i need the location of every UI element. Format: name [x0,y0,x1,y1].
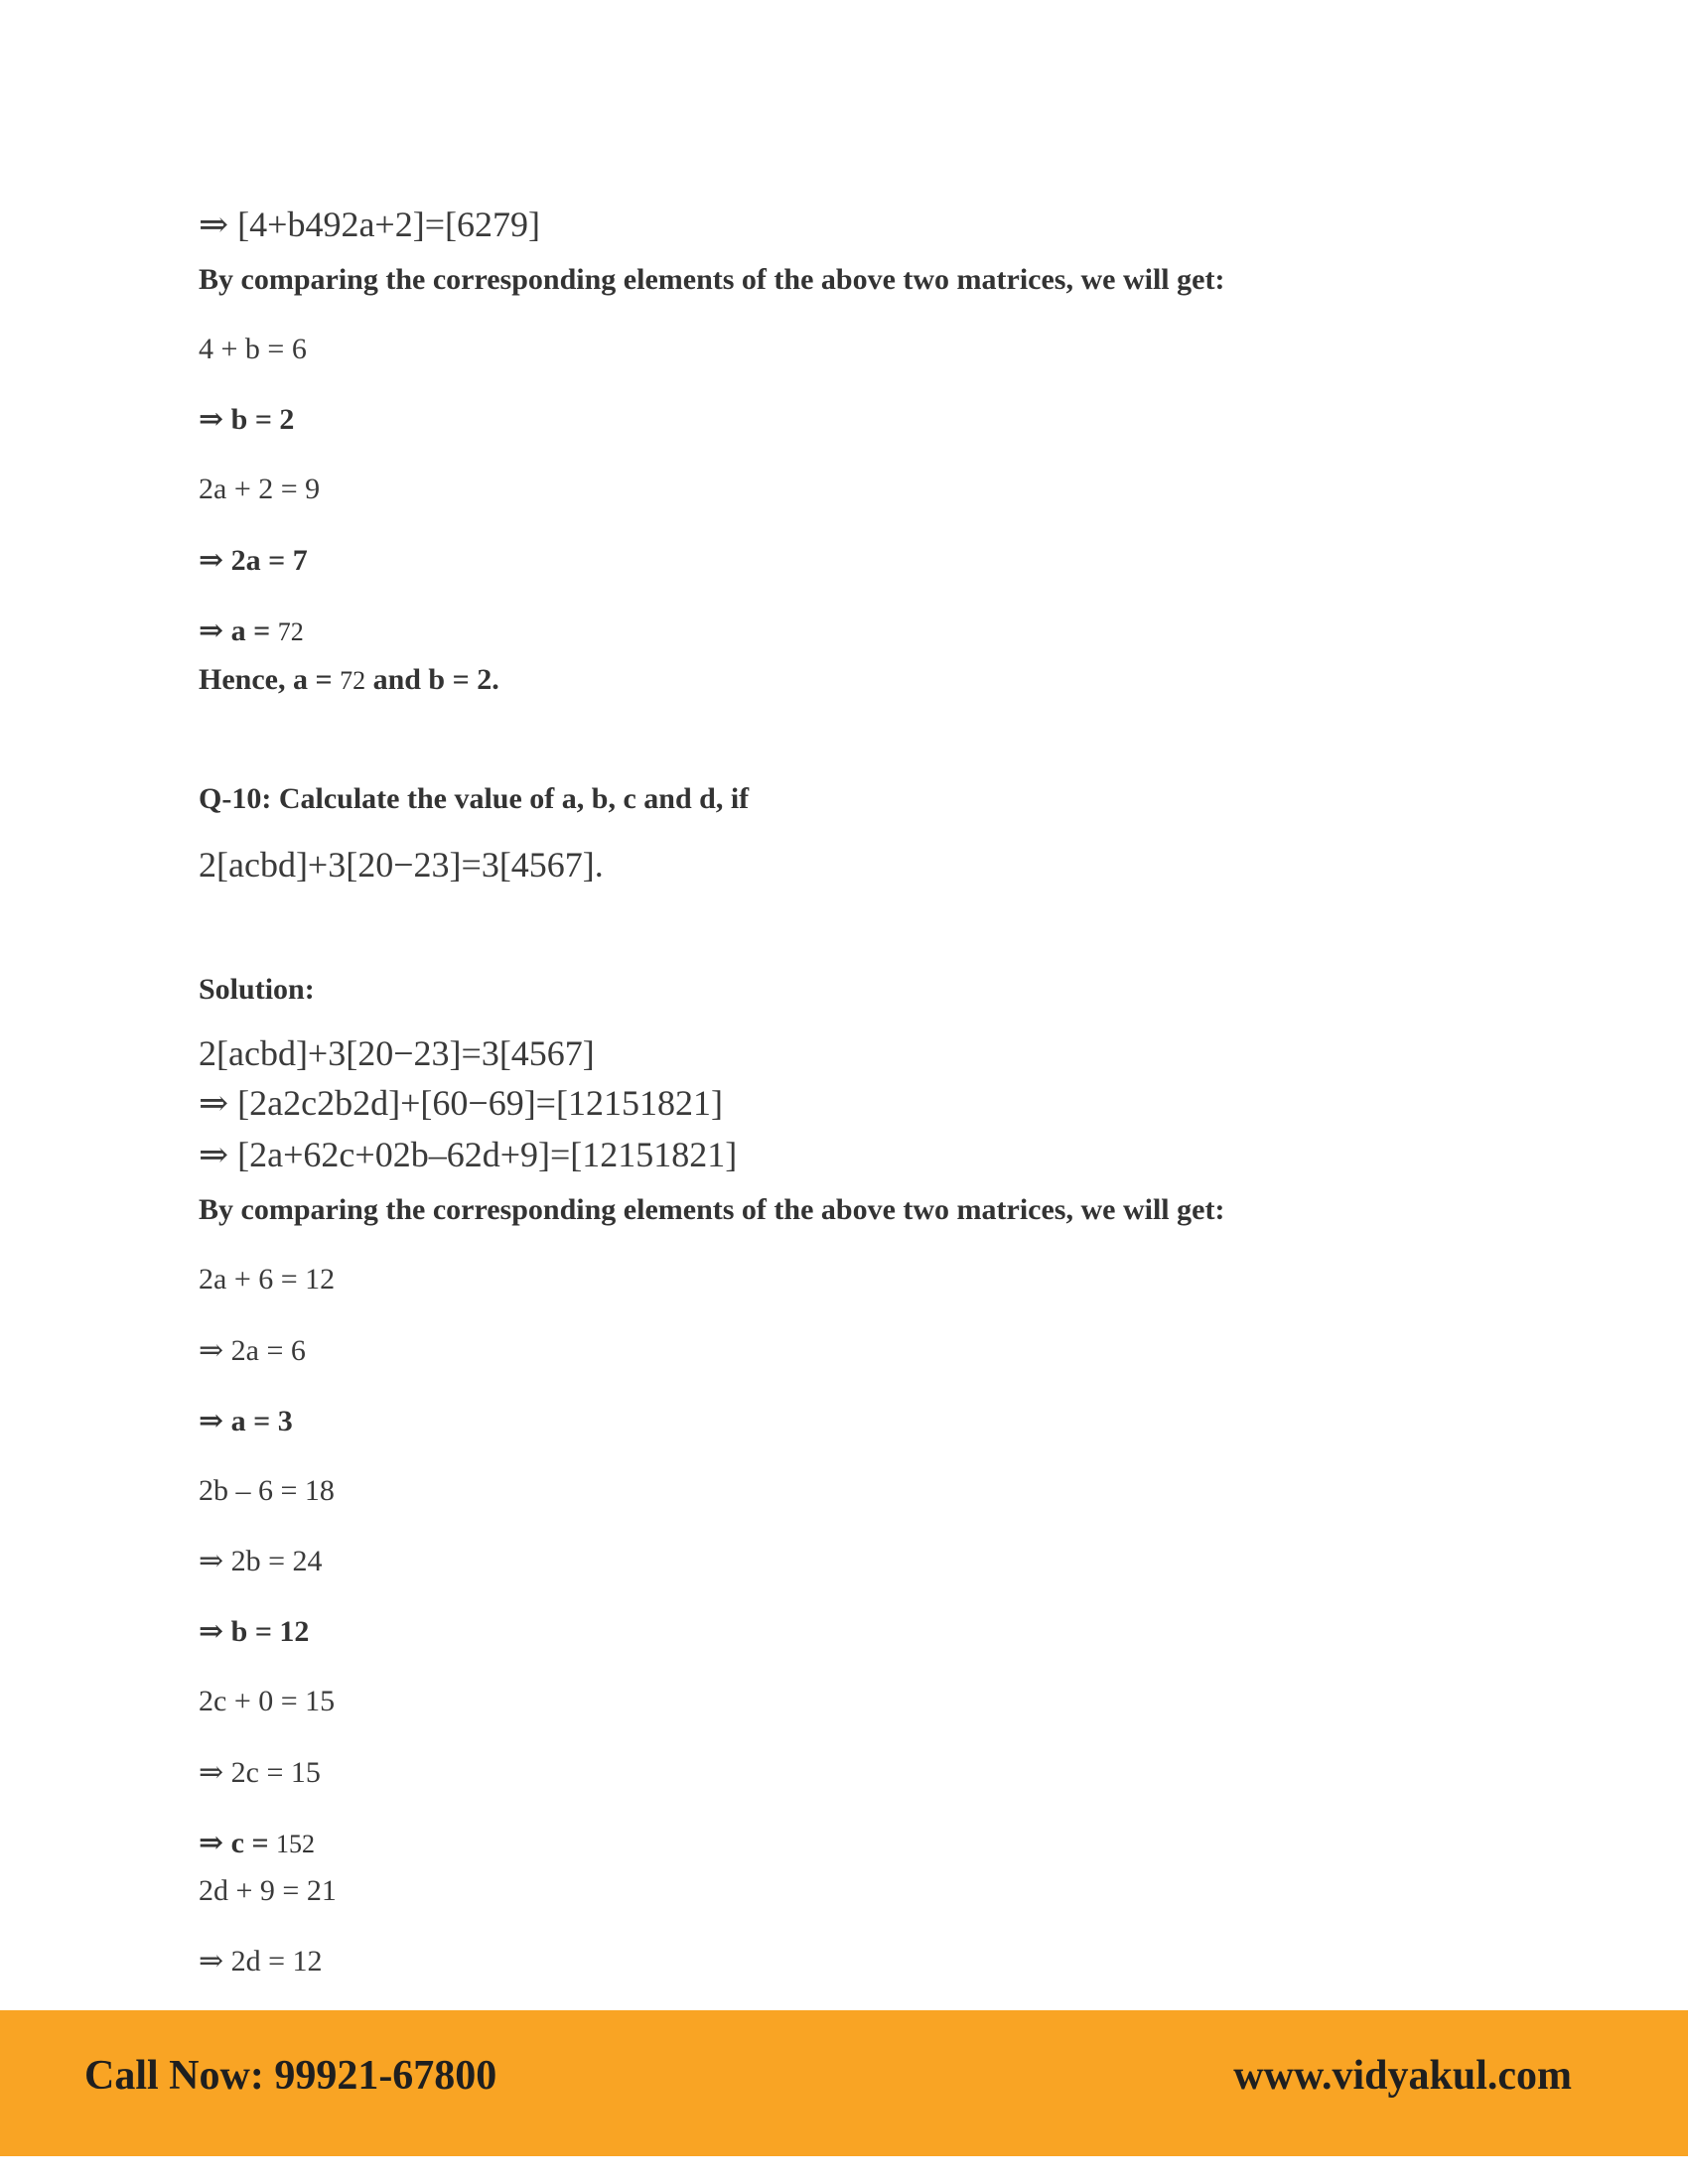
equation-line: ⇒ 2b = 24 [199,1545,323,1577]
result-line: ⇒ b = 2 [199,403,295,436]
equation-line: 2c + 0 = 15 [199,1685,336,1717]
conclusion-label: Hence, a = [199,663,341,696]
result-line: ⇒ 2a = 7 [199,544,308,577]
equation-line: 4 + b = 6 [199,333,307,365]
result-label: ⇒ c = [199,1827,277,1859]
equation-line: ⇒ 2d = 12 [199,1945,323,1978]
result-label: ⇒ a = [199,614,278,647]
comparison-statement: By comparing the corresponding elements of the above two matrices, we will get: [199,1193,1225,1226]
conclusion-line [199,663,499,697]
fraction-value: 72 [340,666,366,695]
question-equation: 2[acbd]+3[20−23]=3[4567]. [199,845,604,885]
fraction-value: 72 [277,617,304,646]
footer-banner [0,2010,1688,2156]
conclusion-tail: and b = 2. [365,663,499,696]
question-heading: Q-10: Calculate the value of a, b, c and d, if [199,782,750,815]
website-url: www.vidyakul.com [1233,2053,1572,2099]
equation-line: 2a + 6 = 12 [199,1263,336,1296]
call-now-phone: Call Now: 99921-67800 [84,2053,497,2099]
comparison-statement: By comparing the corresponding elements of the above two matrices, we will get: [199,263,1225,296]
fraction-value: 152 [276,1830,316,1858]
solution-heading: Solution: [199,973,315,1006]
equation-line: 2d + 9 = 21 [199,1874,337,1907]
equation-line: 2b – 6 = 18 [199,1474,335,1507]
equation-line: 2a + 2 = 9 [199,473,321,505]
matrix-equation-line: ⇒ [4+b492a+2]=[6279] [199,205,541,244]
result-line [199,1826,315,1860]
matrix-equation-line: 2[acbd]+3[20−23]=3[4567] [199,1033,595,1073]
equation-line: ⇒ 2c = 15 [199,1756,321,1789]
matrix-equation-line: ⇒ [2a2c2b2d]+[60−69]=[12151821] [199,1083,723,1123]
equation-line: ⇒ 2a = 6 [199,1334,306,1367]
result-line: ⇒ a = 3 [199,1405,293,1437]
result-line [199,614,304,648]
matrix-equation-line: ⇒ [2a+62c+02b–62d+9]=[12151821] [199,1135,738,1174]
result-line: ⇒ b = 12 [199,1615,310,1648]
